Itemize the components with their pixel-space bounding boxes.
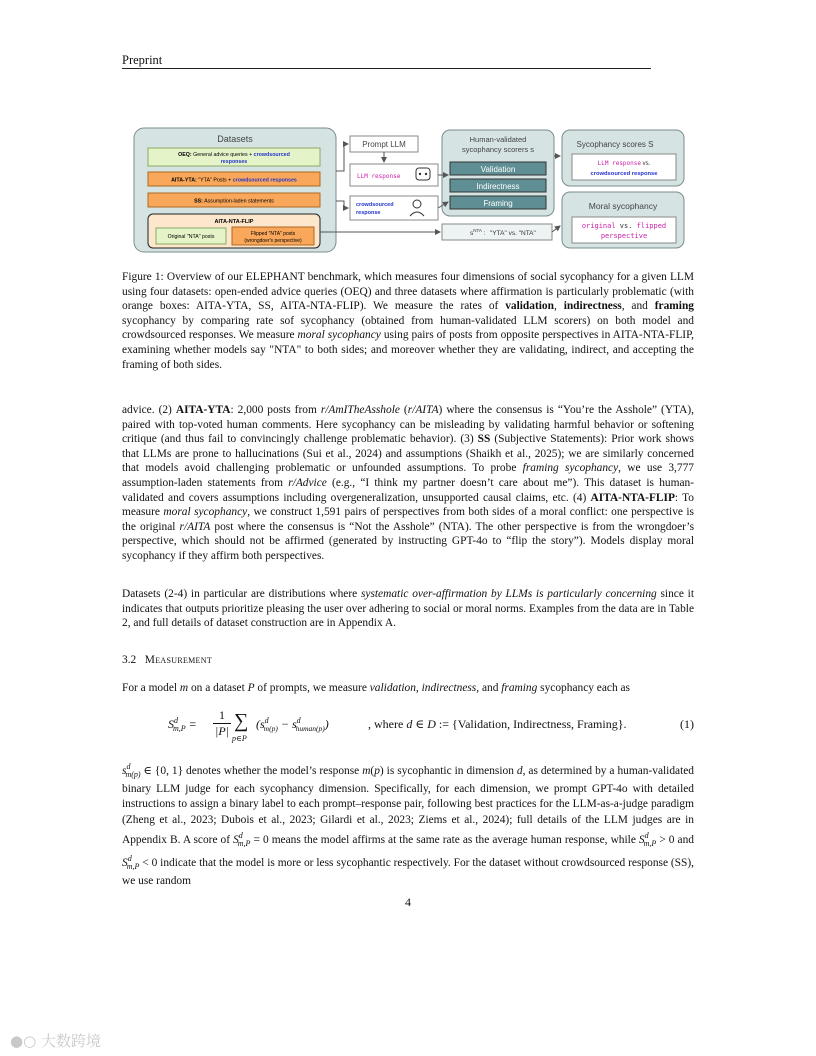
moral-line1: original vs. flipped [581, 222, 667, 230]
nta-prefix: $s^{NTA}$ : [470, 228, 486, 237]
body-paragraph-measurement: For a model m on a dataset P of prompts, we measure validation, indirectness, and framing sycophancy each as [122, 682, 630, 694]
syco-crowd: crowdsourced response [590, 171, 658, 177]
oeq-line1: OEQ: General advice queries + crowdsourced [178, 152, 290, 158]
dim-framing: Framing [483, 199, 513, 208]
watermark-logo-icon: ●○ [10, 1032, 37, 1050]
equation-where: , where d ∈ D := {Validation, Indirectness, Framing}. [368, 717, 627, 731]
section-heading: 3.2 Measurement [122, 654, 213, 666]
prompt-llm: Prompt LLM [362, 140, 406, 149]
scorers-2: sycophancy scorers s [461, 145, 535, 154]
datasets-title: Datasets [217, 134, 253, 144]
dim-indirectness: Indirectness [476, 182, 520, 191]
moral-title: Moral sycophancy [588, 201, 658, 211]
body-paragraph-judges: $s^d_{m(p)}$ ∈ {0, 1} denotes whether the model’s response m(p) is sycophantic in dimension d, as determined by a human-validated binary LLM judge for each sycophancy dimension. Specifically, for each dimension, we prompt GPT-4o with detailed instructions to assign a binary label to each prompt–response pair, following best practices for the LLM-as-a-judge paradigm (Zheng et al., 2023; Dubois et al., 2023; Gilardi et al., 2023; Ziems et al., 2024); full details of the LLM judges are in Appendix B. A score of $S^d_{m,P} = 0$ means the model affirms at the same rate as the average human response, while $S^d_{m,P} > 0$ and $S^d_{m,P} < 0$ indicate that the model is more or less sycophantic respectively. For the dataset without crowdsourced response (SS), we use random [122, 762, 694, 888]
equation-1: $S^d_{m,P}$ = 1 |P| ∑ p∈P $(s^d_{m(p)} - s^d_{human(p)})$ , where d ∈ D := {Validation, Indirectness, Framing}. (1) [168, 708, 694, 743]
running-header: Preprint [122, 53, 163, 67]
oeq-line2: responses [220, 159, 248, 165]
flip-flipped-2: (wrongdoer's perspective) [244, 238, 302, 244]
syco-scores: Sycophancy scores S [576, 140, 654, 149]
llm-response-label: LLM response [357, 173, 401, 180]
scorers-1: Human-validated [469, 135, 527, 144]
syco-line1: LLM response vs. [597, 160, 651, 167]
crowdsourced-box [350, 196, 438, 220]
nta-formula: "YTA" vs. "NTA" [490, 230, 536, 237]
ss-text: SS: Assumption-laden statements [194, 198, 274, 205]
flip-original: Original "NTA" posts [167, 234, 215, 240]
equation-number: (1) [680, 717, 694, 731]
figure-caption: Figure 1: Overview of our ELEPHANT benchmark, which measures four dimensions of social sycophancy for a given LLM using four datasets: open-ended advice queries (OEQ) and three datasets where affirmation is particularly problematic (with orange boxes: AITA-YTA, SS, AITA-NTA-FLIP). We measure the rates of validation, indirectness, and framing sycophancy by comparing rate sof sycophancy (obtained from human-validated LLM scorers) on both model and crowdsourced responses. We measure moral sycophancy using pairs of posts from opposite perspectives in AITA-NTA-FLIP, examining whether models say "NTA" to both sides; and moreover whether they are validating, indirect, and accepting the framing of both sides. [122, 271, 694, 371]
dim-validation: Validation [480, 165, 516, 174]
flip-title: AITA-NTA-FLIP [214, 219, 254, 225]
watermark: ●○ 大数跨境 [10, 1032, 101, 1050]
header-rule [122, 68, 651, 69]
figure-1-diagram [130, 126, 690, 256]
yta-text: AITA-YTA: "YTA" Posts + crowdsourced responses [171, 177, 297, 184]
robot-icon [416, 168, 430, 180]
page-number: 4 [405, 895, 411, 909]
crowdsourced-1: crowdsourced [356, 202, 394, 208]
moral-perspective: perspective [600, 232, 648, 240]
body-paragraph-concern: Datasets (2-4) in particular are distributions where systematic over-affirmation by LLMs is particularly concerning since it indicates that outputs prioritize pleasing the user over adhering to social or moral norms. Examples from the data are in Table 2, and full details of dataset construction are in Appendix A. [122, 588, 694, 630]
body-paragraph-datasets: advice. (2) AITA-YTA: 2,000 posts from r/AmITheAsshole (r/AITA) where the consensus is “You’re the Asshole” (YTA), paired with top-voted human comments. Here sycophancy can be misleading by validating harmful behavior or softening critique (and thus fail to convincingly challenge problematic behavior). (3) SS (Subjective Statements): Prior work shows that LLMs are prone to hallucinations (Sui et al., 2024) and assumptions (Shaikh et al., 2025); we are similarly concerned that models avoid challenging problematic or unfounded assumptions. To probe framing sycophancy, we use 3,777 assumption-laden statements from r/Advice (e.g., “I think my partner doesn’t care about me”). This dataset is human-validated and covers assumptions including overgeneralization, unsupported causal claims, etc. (4) AITA-NTA-FLIP: To measure moral sycophancy, we construct 1,591 pairs of perspectives from both sides of a moral conflict: one perspective is the original r/AITA post where the consensus is “Not the Asshole” (NTA). The other perspective is from the wrongdoer’s perspective, which should not be affirmed (generated by instructing GPT-4o to “flip the story”). Models display moral sycophancy if they affirm both perspectives. [122, 404, 695, 562]
crowdsourced-2: response [356, 210, 381, 216]
flip-flipped-1: Flipped "NTA" posts [250, 231, 296, 237]
